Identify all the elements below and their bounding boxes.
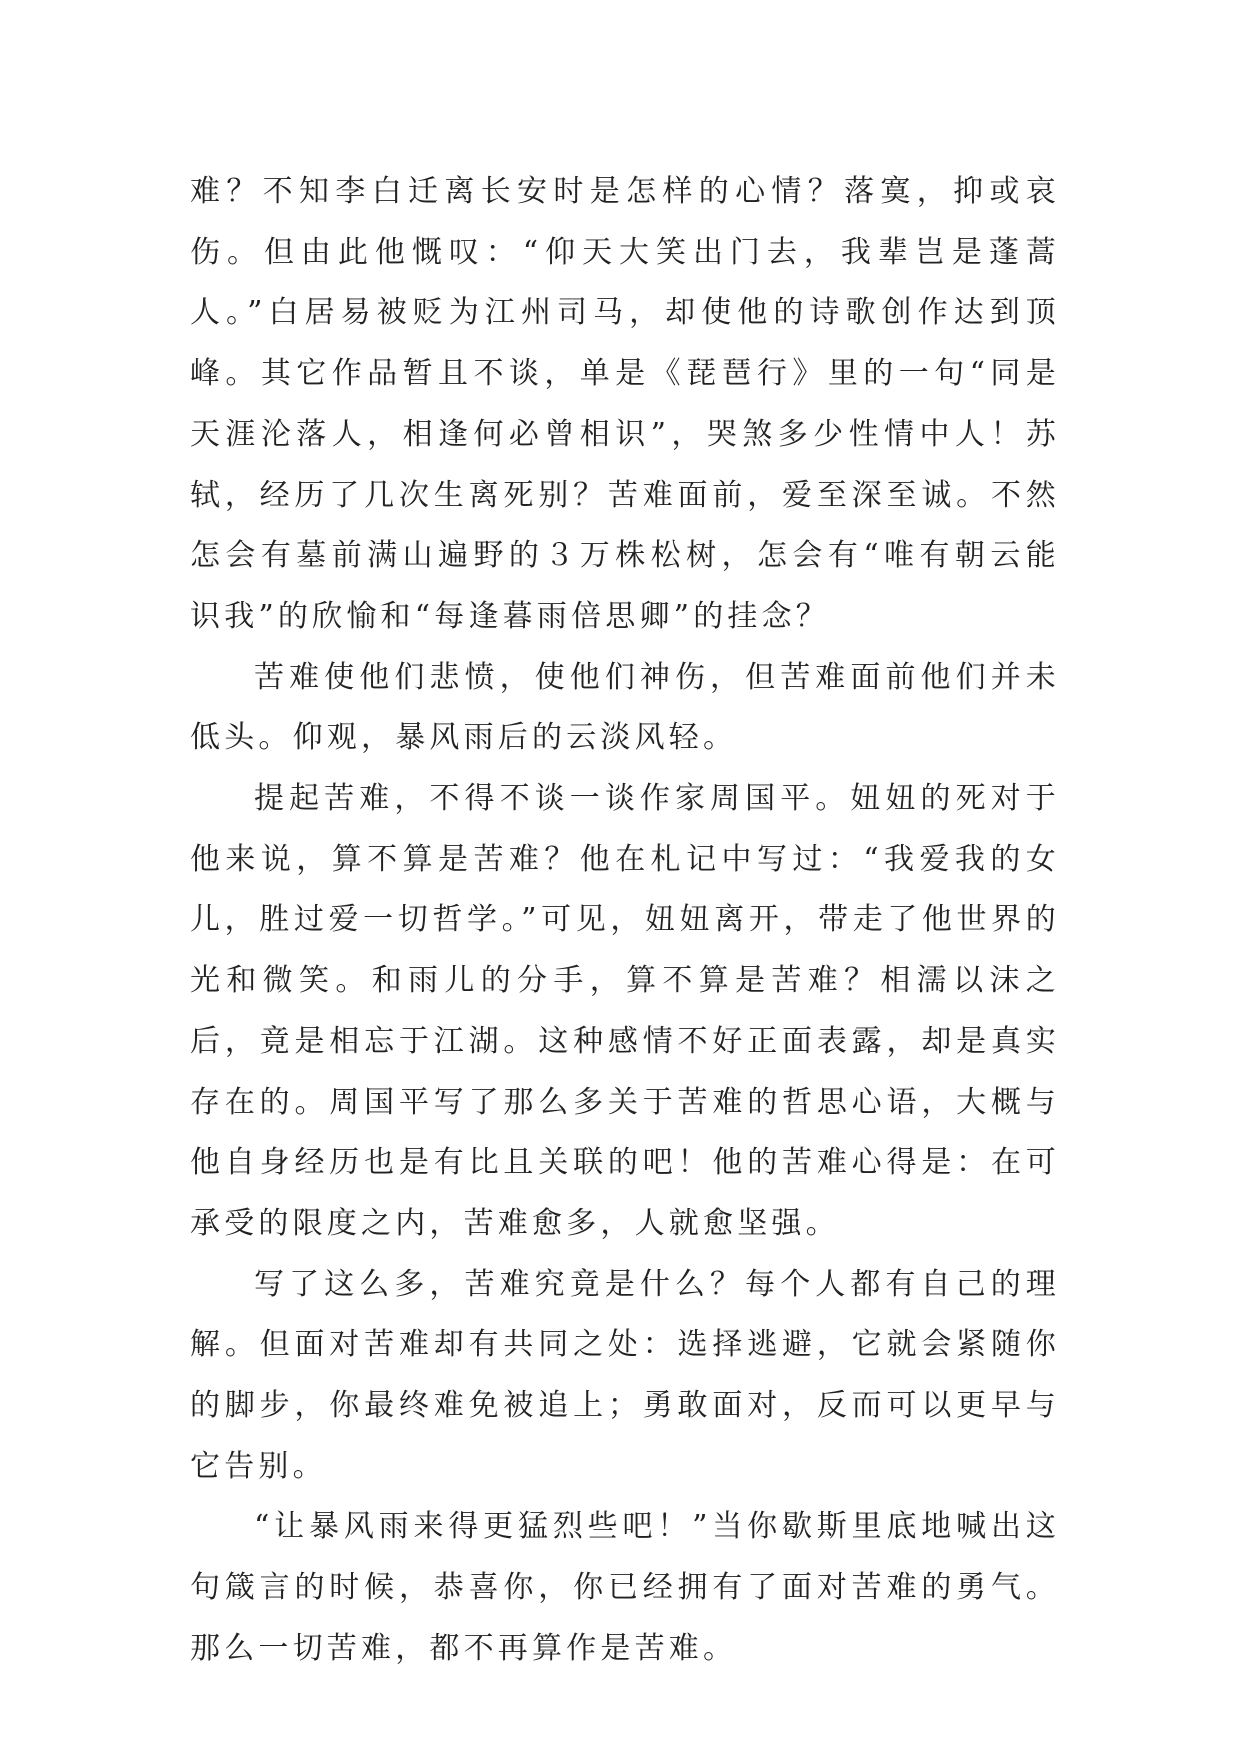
essay-body (190, 162, 1060, 1680)
paragraph-3: 提起苦难，不得不谈一谈作家周国平。妞妞的死对于他来说，算不算是苦难？他在札记中写过：“我爱我的女儿，胜过爱一切哲学。”可见，妞妞离开，带走了他世界的光和微笑。和雨儿的分手，算不算是苦难？相濡以沫之后，竟是相忘于江湖。这种感情不好正面表露，却是真实存在的。周国平写了那么多关于苦难的哲思心语，大概与他自身经历也是有比且关联的吧！他的苦难心得是：在可承受的限度之内，苦难愈多，人就愈坚强。 (190, 781, 1060, 1241)
paragraph-1: 难？不知李白迁离长安时是怎样的心情？落寞，抑或哀伤。但由此他慨叹：“仰天大笑出门去，我辈岂是蓬蒿人。”白居易被贬为江州司马，却使他的诗歌创作达到顶峰。其它作品暂且不谈，单是《琵琶行》里的一句“同是天涯沦落人，相逢何必曾相识”，哭煞多少性情中人！苏轼，经历了几次生离死别？苦难面前，爱至深至诚。不然怎会有墓前满山遍野的３万株松树，怎会有“唯有朝云能识我”的欣愉和“每逢暮雨倍思卿”的挂念？ (190, 174, 1060, 634)
paragraph-2: 苦难使他们悲愤，使他们神伤，但苦难面前他们并未低头。仰观，暴风雨后的云淡风轻。 (190, 659, 1060, 756)
paragraph-4: 写了这么多，苦难究竟是什么？每个人都有自己的理解。但面对苦难却有共同之处：选择逃避，它就会紧随你的脚步，你最终难免被追上；勇敢面对，反而可以更早与它告别。 (190, 1266, 1060, 1484)
paragraph-5: “让暴风雨来得更猛烈些吧！”当你歇斯里底地喊出这句箴言的时候，恭喜你，你已经拥有了面对苦难的勇气。那么一切苦难，都不再算作是苦难。 (190, 1509, 1060, 1666)
